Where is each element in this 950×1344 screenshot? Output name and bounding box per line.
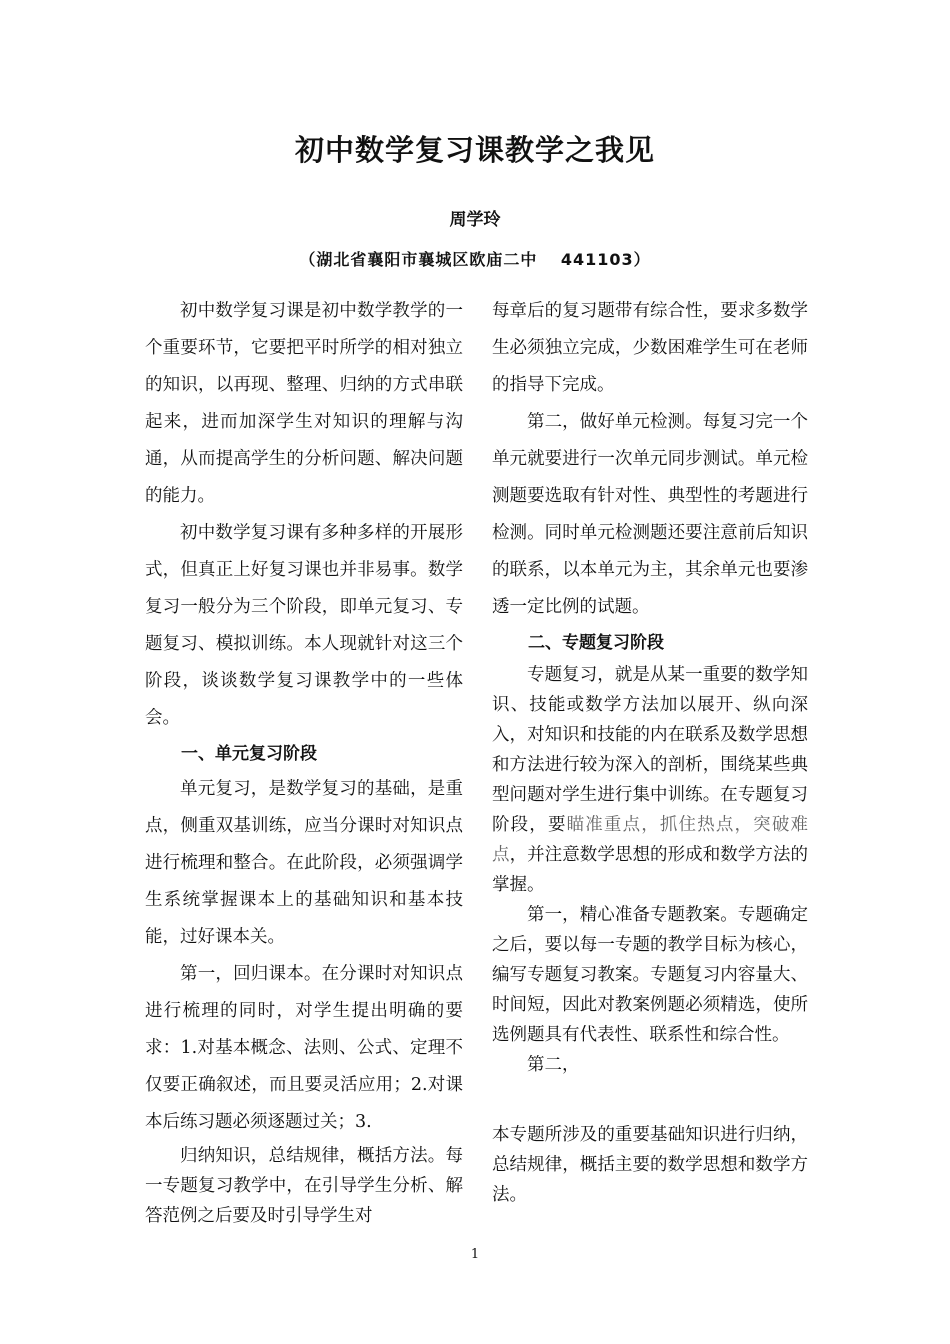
page-title: 初中数学复习课教学之我见 xyxy=(294,133,655,167)
paragraph: 初中数学复习课有多种多样的开展形式，但真正上好复习课也并非易事。数学复习一般分为三个阶段，即单元复习、专题复习、模拟训练。本人现就针对这三个阶段，谈谈数学复习课教学中的一些体会。 xyxy=(145,523,463,728)
highlighted-text: 瞄准重点，抓住热点，突破难点 xyxy=(492,815,808,865)
paragraph: 归纳知识，总结规律，概括方法。每一专题复习教学中，在引导学生分析、解答范例之后要及时引导学生对 xyxy=(145,1146,463,1226)
author-affiliation: （湖北省襄阳市襄城区欧庙二中 441103） xyxy=(299,250,651,269)
paragraph: 每章后的复习题带有综合性，要求多数学生必须独立完成，少数困难学生可在老师的指导下完成。 xyxy=(492,301,808,395)
page-number: 1 xyxy=(470,1247,480,1262)
paragraph: 第一，回归课本。在分课时对知识点进行梳理的同时，对学生提出明确的要求：1.对基本概念、法则、公式、定理不仅要正确叙述，而且要灵活应用；2.对课本后练习题必须逐题过关；3. xyxy=(145,964,463,1132)
paragraph xyxy=(492,660,808,900)
section-heading: 一、单元复习阶段 xyxy=(181,744,317,764)
author-name: 周学玲 xyxy=(449,210,501,230)
paragraph: 本专题所涉及的重要基础知识进行归纳，总结规律，概括主要的数学思想和数学方法。 xyxy=(492,1125,808,1205)
paragraph: 单元复习，是数学复习的基础，是重点，侧重双基训练，应当分课时对知识点进行梳理和整合。在此阶段，必须强调学生系统掌握课本上的基础知识和基本技能，过好课本关。 xyxy=(145,779,463,947)
paragraph: 第二， xyxy=(527,1055,580,1075)
paragraph: 第二，做好单元检测。每复习完一个单元就要进行一次单元同步测试。单元检测题要选取有针对性、典型性的考题进行检测。同时单元检测题还要注意前后知识的联系，以本单元为主，其余单元也要渗透一定比例的试题。 xyxy=(492,412,808,617)
paragraph: 第一，精心准备专题教案。专题确定之后，要以每一专题的教学目标为核心，编写专题复习教案。专题复习内容量大、时间短，因此对教案例题必须精选，使所选例题具有代表性、联系性和综合性。 xyxy=(492,905,808,1045)
left-column xyxy=(145,293,463,1231)
paragraph: 初中数学复习课是初中数学教学的一个重要环节，它要把平时所学的相对独立的知识，以再现、整理、归纳的方式串联起来，进而加深学生对知识的理解与沟通，从而提高学生的分析问题、解决问题的能力。 xyxy=(145,301,463,506)
text-span: 专题复习，就是从某一重要的数学知识、技能或数学方法加以展开、纵向深入，对知识和技能的内在联系及数学思想和方法进行较为深入的剖析，围绕某些典型问题对学生进行集中训练。在专题复习阶段，要 xyxy=(492,665,808,835)
right-column xyxy=(492,293,808,1210)
text-span: ，并注意数学思想的形成和数学方法的掌握。 xyxy=(492,845,809,895)
section-heading: 二、专题复习阶段 xyxy=(528,633,664,653)
